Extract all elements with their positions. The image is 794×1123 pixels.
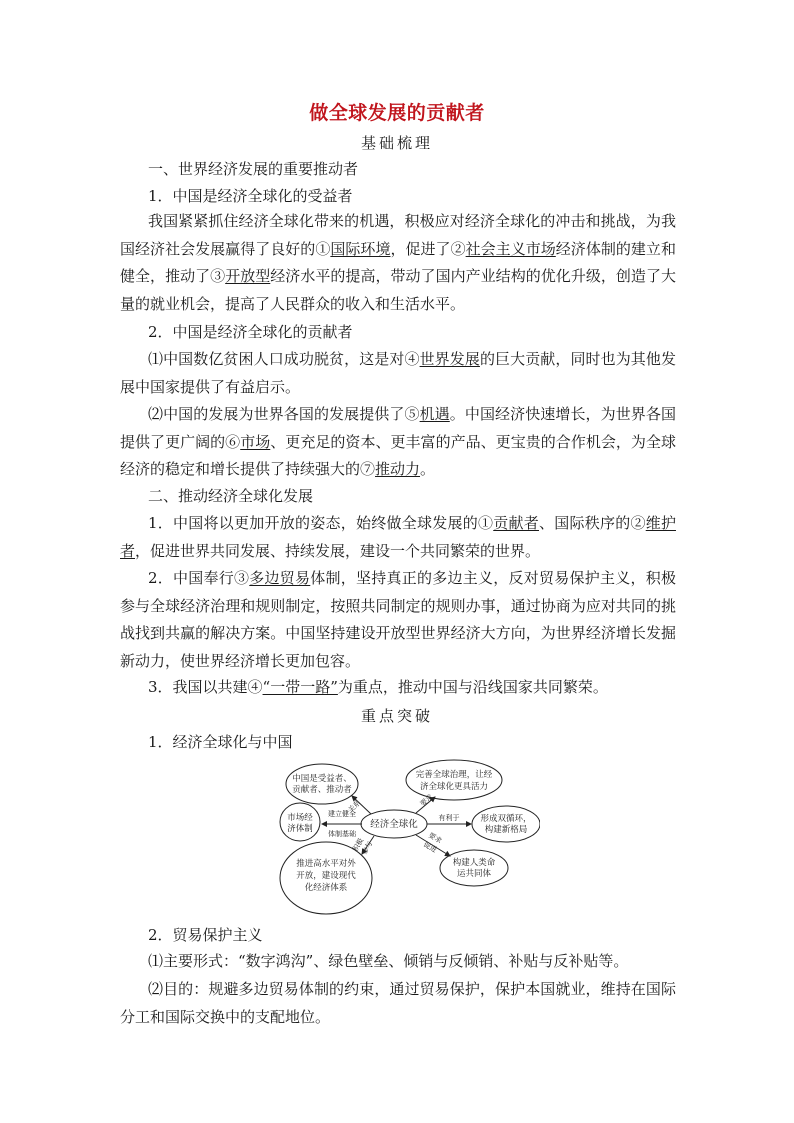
section-heading-key-points: 重点突破 (360, 707, 433, 725)
blank-answer: 开放型 (225, 267, 271, 286)
blank-answer: 多边贸易 (249, 569, 311, 587)
blank-answer: 推动力 (375, 460, 421, 479)
blank-answer: 世界发展 (419, 350, 480, 368)
svg-text:中国是受益者、: 中国是受益者、 (292, 774, 352, 784)
blank-answer: 社会主义市场 (465, 239, 556, 258)
part2-heading: 二、推动经济全球化发展 (148, 487, 314, 505)
svg-text:经济全球化: 经济全球化 (370, 819, 418, 830)
svg-text:构建人类命: 构建人类命 (452, 858, 496, 868)
part3-item2-purpose: ⑵目的：规避多边贸易体制的约束，通过贸易保护，保护本国就业，维持在国际分工和国际交换中的支配地位。 (120, 980, 676, 1026)
part2-item3: 3．我国以共建④“一带一路”为重点，推动中国与沿线国家共同繁荣。 (148, 678, 608, 696)
blank-answer: 贡献者 (493, 514, 539, 532)
svg-text:化经济体系: 化经济体系 (304, 883, 348, 893)
part3-item2-forms: ⑴主要形式：“数字鸿沟”、绿色壁垒、倾销与反倾销、补贴与反补贴等。 (148, 952, 629, 970)
part2-item1: 1．中国将以更加开放的姿态，始终做全球发展的①贡献者、国际秩序的②维护者，促进世界共同发展、持续发展，建设一个共同繁荣的世界。 (120, 514, 676, 560)
document-title: 做全球发展的贡献者 (309, 102, 485, 124)
blank-answer: 市场 (240, 432, 271, 451)
blank-answer: “一带一路” (262, 678, 338, 696)
part1-item1-paragraph: 我国紧紧抓住经济全球化带来的机遇，积极应对经济全球化的冲击和挑战，为我国经济社会发展赢得了良好的①国际环境，促进了②社会主义市场经济体制的建立和健全，推动了③开放型经济水平的提高，带动了国内产业结构的优化升级，创造了大量的就业机会，提高了人民群众的收入和生活水平。 (120, 212, 676, 313)
section-heading-basics: 基础梳理 (360, 134, 433, 152)
svg-text:市场经: 市场经 (287, 813, 313, 823)
svg-text:积极: 积极 (351, 836, 366, 854)
svg-text:济体制: 济体制 (287, 824, 313, 834)
svg-text:运共同体: 运共同体 (456, 869, 492, 879)
node-community (440, 850, 508, 886)
svg-text:有利于: 有利于 (438, 814, 460, 822)
svg-text:构建新格局: 构建新格局 (484, 825, 528, 835)
svg-text:贡献者、推动者: 贡献者、推动者 (292, 785, 352, 795)
part1-heading: 一、世界经济发展的重要推动者 (148, 160, 359, 178)
svg-text:济全球化更具活力: 济全球化更具活力 (419, 782, 489, 792)
svg-text:促进: 促进 (421, 840, 439, 855)
svg-text:形成双循环，: 形成双循环， (480, 814, 532, 824)
node-beneficiary (286, 764, 358, 804)
svg-text:参与: 参与 (360, 839, 375, 857)
part1-item2-point2: ⑵中国的发展为世界各国的发展提供了⑤机遇。中国经济快速增长，为世界各国提供了更广阔的⑥市场、更充足的资本、更丰富的产品、更宝贵的合作机会，为全球经济的稳定和增长提供了持续强大的⑦推动力。 (120, 405, 676, 479)
node-dual-circulation (472, 806, 540, 842)
svg-text:要求: 要求 (426, 831, 444, 846)
part1-item2-heading: 2．中国是经济全球化的贡献者 (148, 323, 353, 341)
part1-item1-heading: 1．中国是经济全球化的受益者 (148, 187, 353, 205)
svg-text:推进高水平对外: 推进高水平对外 (296, 859, 356, 869)
part1-item2-point1: ⑴中国数亿贫困人口成功脱贫，这是对④世界发展的巨大贡献，同时也为其他发展中国家提供了有益启示。 (120, 350, 676, 396)
blank-answer: 机遇 (419, 405, 450, 423)
blank-answer: 国际环境 (330, 239, 391, 258)
globalization-concept-diagram (270, 752, 540, 922)
part3-item1-heading: 1．经济全球化与中国 (148, 733, 293, 751)
part2-item2: 2．中国奉行③多边贸易体制，坚持真正的多边主义，反对贸易保护主义，积极参与全球经济治理和规则制定，按照共同制定的规则办事，通过协商为应对共同的挑战找到共赢的解决方案。中国坚持建设开放型世界经济大方向，为世界经济增长发掘新动力，使世界经济增长更加包容。 (120, 569, 676, 670)
svg-text:完善全球治理，让经: 完善全球治理，让经 (415, 770, 493, 780)
svg-text:要求: 要求 (418, 792, 435, 809)
svg-text:关系: 关系 (346, 798, 363, 815)
blank-answer: 维护者 (120, 514, 676, 560)
part3-item2-heading: 2．贸易保护主义 (148, 926, 263, 944)
svg-text:体制基础: 体制基础 (328, 830, 356, 838)
svg-text:建立健全: 建立健全 (328, 810, 356, 818)
node-global-governance (406, 760, 502, 800)
svg-text:开放，建设现代: 开放，建设现代 (296, 871, 356, 881)
